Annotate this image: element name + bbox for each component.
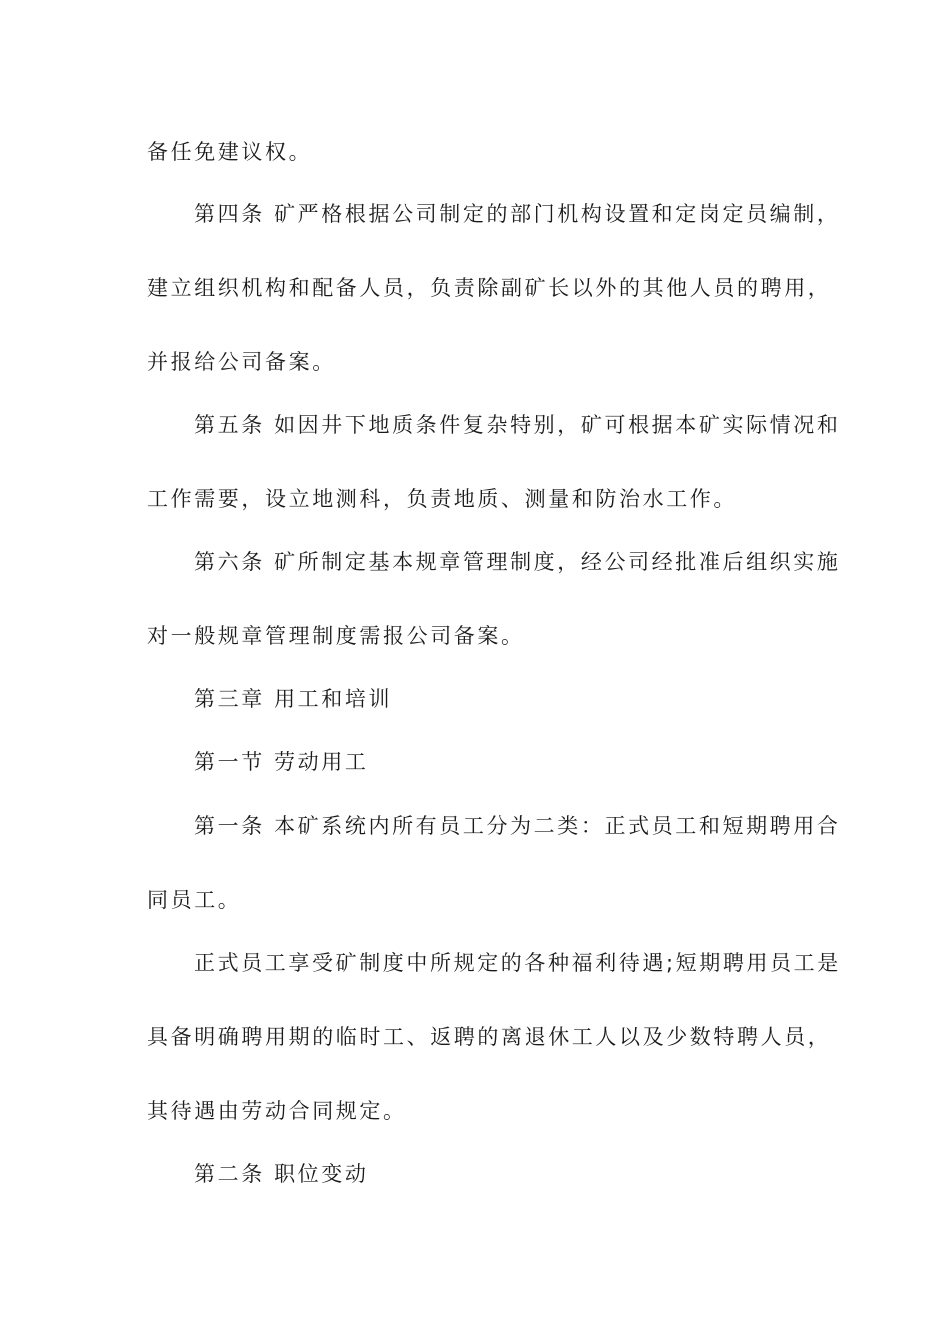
article-6-line: 第六条 矿所制定基本规章管理制度，经公司经批准后组织实施 bbox=[194, 550, 841, 574]
article-1-line: 第一条 本矿系统内所有员工分为二类：正式员工和短期聘用合 bbox=[194, 814, 841, 838]
paragraph-line: 正式员工享受矿制度中所规定的各种福利待遇;短期聘用员工是 bbox=[194, 951, 841, 975]
section-heading: 第一节 劳动用工 bbox=[194, 750, 369, 774]
text-line: 同员工。 bbox=[147, 888, 242, 912]
article-2-heading: 第二条 职位变动 bbox=[194, 1162, 369, 1186]
text-line: 工作需要，设立地测科，负责地质、测量和防治水工作。 bbox=[147, 487, 737, 511]
article-5-line: 第五条 如因井下地质条件复杂特别，矿可根据本矿实际情况和 bbox=[194, 413, 841, 437]
text-line: 并报给公司备案。 bbox=[147, 350, 336, 374]
article-4-line: 第四条 矿严格根据公司制定的部门机构设置和定岗定员编制， bbox=[194, 202, 841, 226]
chapter-heading: 第三章 用工和培训 bbox=[194, 687, 393, 711]
text-line: 对一般规章管理制度需报公司备案。 bbox=[147, 624, 525, 648]
text-line: 建立组织机构和配备人员，负责除副矿长以外的其他人员的聘用， bbox=[147, 276, 832, 300]
text-line: 其待遇由劳动合同规定。 bbox=[147, 1099, 407, 1123]
text-line: 具备明确聘用期的临时工、返聘的离退休工人以及少数特聘人员， bbox=[147, 1025, 832, 1049]
text-line: 备任免建议权。 bbox=[147, 140, 313, 164]
